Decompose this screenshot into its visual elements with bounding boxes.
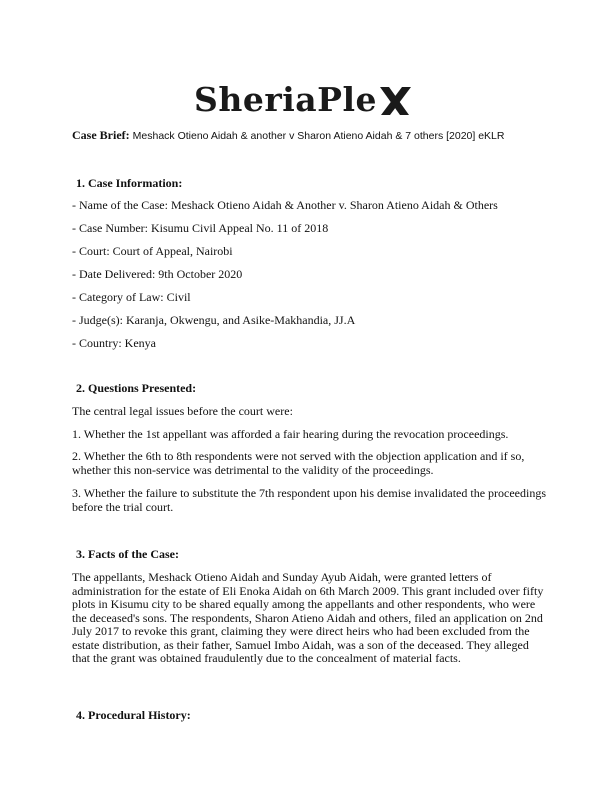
case-info-item: - Judge(s): Karanja, Okwengu, and Asike-Makhandia, JJ.A [72, 313, 356, 327]
section-heading-questions-presented: 2. Questions Presented: [76, 381, 197, 395]
case-brief-title-line [72, 128, 572, 143]
facts-body: The appellants, Meshack Otieno Aidah and Sunday Ayub Aidah, were granted letters of administration for the estate of Eli Enoka Aidah on 6th March 2009. This grant included over fifty plots in Kisumu city to be shared equally among the appellants and other respondents, who were the deceased's sons. The respondents, Sharon Atieno Aidah and others, filed an application on 2nd July 2017 to revoke this grant, claiming they were direct heirs who had been excluded from the estate distribution, as their father, Samuel Imbo Aidah, was a son of the deceased. They alleged that the grant was obtained fraudulently due to the concealment of material facts. [72, 570, 544, 665]
case-info-item: - Case Number: Kisumu Civil Appeal No. 11 of 2018 [72, 221, 329, 235]
section-heading-facts: 3. Facts of the Case: [76, 547, 179, 561]
section-heading-procedural-history: 4. Procedural History: [76, 708, 191, 722]
case-info-item: - Court: Court of Appeal, Nairobi [72, 244, 233, 258]
section-heading-case-information: 1. Case Information: [76, 176, 183, 190]
case-info-item: - Category of Law: Civil [72, 290, 191, 304]
x-mark-icon [378, 83, 412, 119]
case-info-item: - Country: Kenya [72, 336, 156, 350]
case-brief-title: Meshack Otieno Aidah & another v Sharon Atieno Aidah & 7 others [2020] eKLR [132, 130, 505, 142]
case-info-item: - Date Delivered: 9th October 2020 [72, 267, 243, 281]
case-info-item: - Name of the Case: Meshack Otieno Aidah & Another v. Sharon Atieno Aidah & Others [72, 198, 498, 212]
logo-text: SheriaPle [194, 80, 377, 119]
question-item: 1. Whether the 1st appellant was afforded a fair hearing during the revocation proceedings. [72, 427, 509, 441]
question-item: 2. Whether the 6th to 8th respondents were not served with the objection application and if so, whether this non-service was detrimental to the validity of the proceedings. [72, 449, 525, 477]
case-brief-label: Case Brief: [72, 128, 130, 142]
sheriaplex-logo [194, 76, 412, 124]
questions-intro: The central legal issues before the court were: [72, 404, 293, 418]
question-item: 3. Whether the failure to substitute the 7th respondent upon his demise invalidated the proceedings before the trial court. [72, 486, 546, 514]
